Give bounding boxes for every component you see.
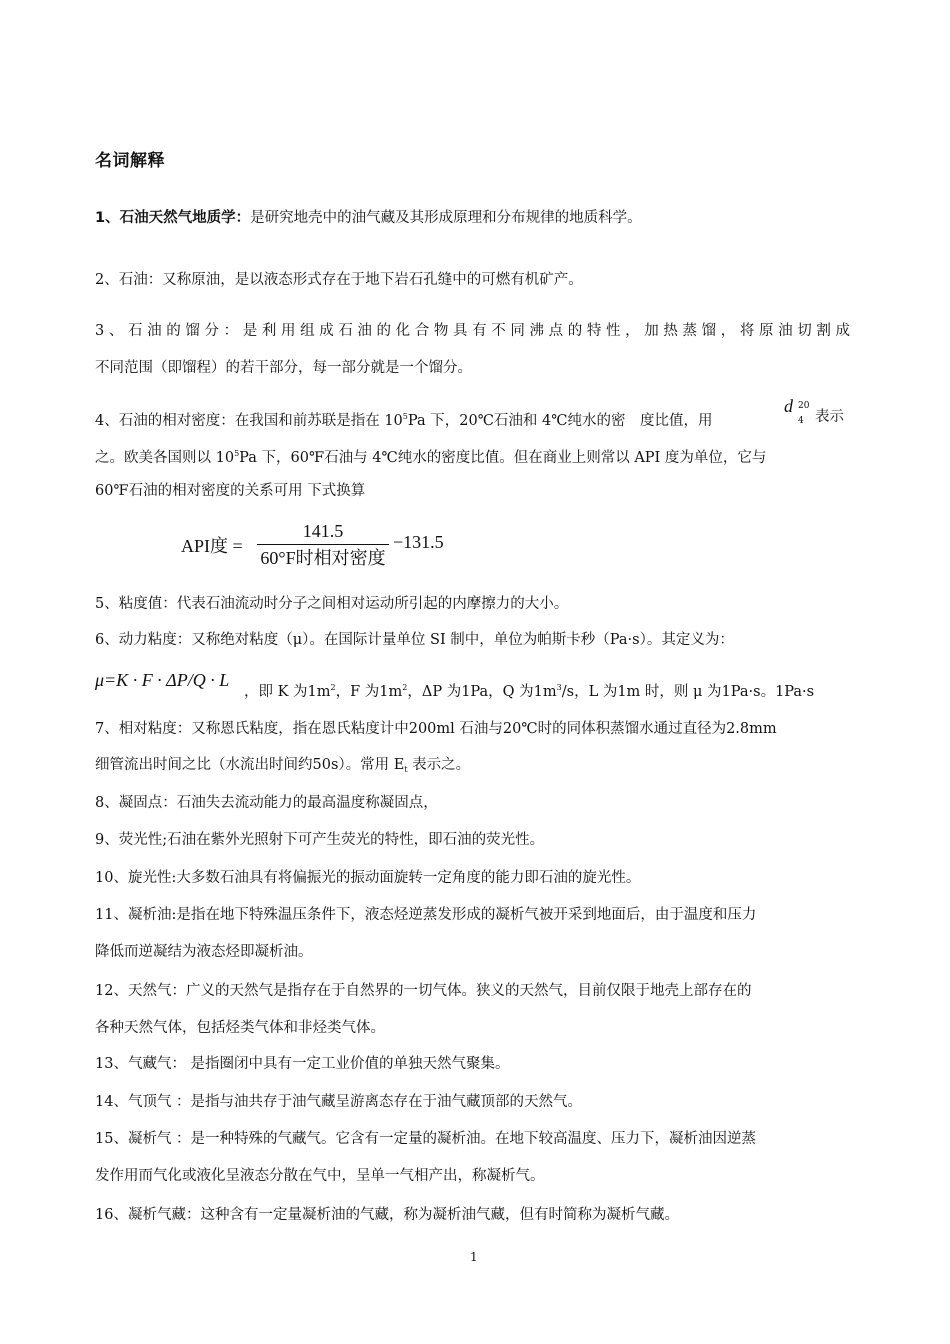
entry-4-line-2: 之。欧美各国则以 $10^5Pa$ 下，60℉石油与 4℃纯水的密度比值。但在商业上则常以 API 度为单位，它与 xyxy=(95,449,767,466)
formula-fraction xyxy=(257,520,389,569)
density-symbol-subscript: 4 xyxy=(798,416,804,426)
entry-6-line-1: 6、动力粘度：又称绝对粘度（μ）。在国际计量单位 SI 制中，单位为帕斯卡秒（Pa·s）。其定义为： xyxy=(95,632,734,648)
page-number: 1 xyxy=(470,1250,478,1264)
entry-8: 8、凝固点：石油失去流动能力的最高温度称凝固点， xyxy=(95,795,438,811)
entry-3-line-2: 不同范围（即馏程）的若干部分，每一部分就是一个馏分。 xyxy=(95,360,472,376)
density-symbol-superscript: 20 xyxy=(798,401,810,411)
formula-denominator: 60°F时相对密度 xyxy=(260,548,386,568)
density-symbol: d xyxy=(784,396,793,416)
viscosity-formula: μ=K · F · ΔP/Q · L xyxy=(95,670,230,690)
entry-14: 14、气顶气 ：是指与油共存于油气藏呈游离态存在于油气藏顶部的天然气。 xyxy=(95,1094,583,1110)
entry-12-line-2: 各种天然气体，包括烃类气体和非烃类气体。 xyxy=(95,1020,385,1036)
entry-11-line-1: 11、凝析油:是指在地下特殊温压条件下，液态烃逆蒸发形成的凝析气被开采到地面后，由于温度和压力 xyxy=(95,907,757,923)
entry-7-line-2: 细管流出时间之比（水流出时间约50s）。常用 $E_t$ 表示之。 xyxy=(95,757,471,774)
entry-2: 2、石油：又称原油，是以液态形式存在于地下岩石孔缝中的可燃有机矿产。 xyxy=(95,272,583,288)
entry-1-definition: 是研究地壳中的油气藏及其形成原理和分布规律的地质科学。 xyxy=(250,210,642,226)
formula-rhs: −131.5 xyxy=(393,532,444,552)
entry-5: 5、粘度值：代表石油流动时分子之间相对运动所引起的内摩擦力的大小。 xyxy=(95,596,569,612)
formula-numerator: 141.5 xyxy=(302,521,344,541)
entry-10: 10、旋光性:大多数石油具有将偏振光的振动面旋转一定角度的能力即石油的旋光性。 xyxy=(95,870,641,886)
formula-lhs: API度 = xyxy=(181,536,243,556)
entry-3-line-1: 3、石油的馏分：是利用组成石油的化合物具有不同沸点的特性，加热蒸馏，将原油切割成 xyxy=(95,323,850,339)
entry-7-line-1: 7、相对粘度：又称恩氏粘度，指在恩氏粘度计中200ml 石油与20℃时的同体积蒸馏水通过直径为2.8mm xyxy=(95,721,777,737)
entry-1-term: 1、石油天然气地质学： xyxy=(95,210,251,226)
section-heading: 名词解释 xyxy=(95,151,165,171)
fraction-bar xyxy=(257,544,389,545)
entry-15-line-2: 发作用而气化或液化呈液态分散在气中，呈单一气相产出，称凝析气。 xyxy=(95,1168,545,1184)
entry-4-line-3: 60℉石油的相对密度的关系可用 下式换算 xyxy=(95,483,366,499)
entry-4-line-1: 4、石油的相对密度：在我国和前苏联是指在 $10^5Pa$ 下，20℃石油和 4℃纯水的密 度比值，用 xyxy=(95,412,713,429)
entry-12-line-1: 12、天然气：广义的天然气是指存在于自然界的一切气体。狭义的天然气，目前仅限于地壳上部存在的 xyxy=(95,983,752,999)
entry-11-line-2: 降低而逆凝结为液态烃即凝析油。 xyxy=(95,944,313,960)
entry-9: 9、荧光性;石油在紫外光照射下可产生荧光的特性，即石油的荧光性。 xyxy=(95,832,545,848)
entry-16: 16、凝析气藏：这种含有一定量凝析油的气藏，称为凝析油气藏，但有时简称为凝析气藏。 xyxy=(95,1207,679,1223)
entry-1 xyxy=(95,208,642,228)
entry-6-line-2: ，即 K 为$1m^2$，F 为$1m^2$，ΔP 为1Pa，Q 为$1m^3/s$，L 为1m 时，则 μ 为1Pa·s。1Pa·s xyxy=(244,683,815,700)
entry-4-line-1-end: 表示 xyxy=(815,409,844,425)
superscript: 5 xyxy=(234,449,240,458)
superscript: 5 xyxy=(402,412,408,421)
entry-13: 13、气藏气： 是指圈闭中具有一定工业价值的单独天然气聚集。 xyxy=(95,1056,510,1072)
entry-15-line-1: 15、凝析气 ：是一种特殊的气藏气。它含有一定量的凝析油。在地下较高温度、压力下，凝析油因逆蒸 xyxy=(95,1131,757,1147)
